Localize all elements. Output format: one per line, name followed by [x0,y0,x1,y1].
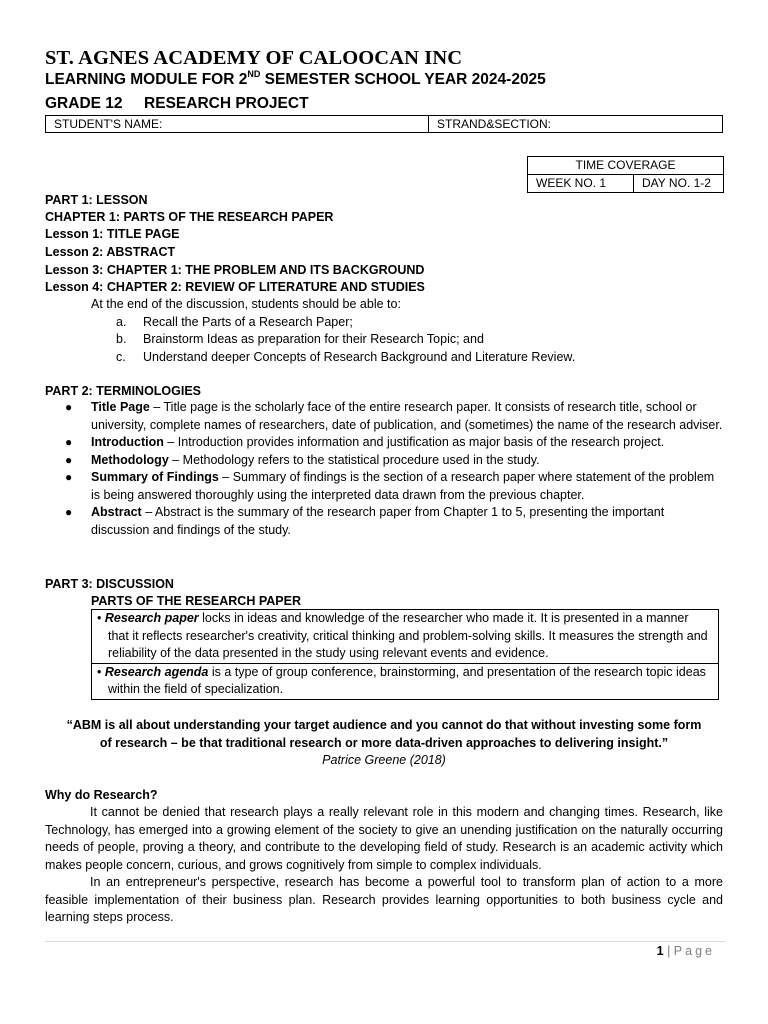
list-item [45,434,725,452]
term-definition: – Introduction provides information and justification as major basis of the research project. [163,435,665,449]
bullet-icon: ● [65,505,73,519]
term-definition: locks in ideas and knowledge of the researcher who made it. It is presented in a manner that it reflects researcher's creativity, critical thinking and problem-solving skills. It measures the strength and reliability of the data presented in the study using relevant events and evidence. [108,611,708,660]
term-definition: – Title page is the scholarly face of the entire research paper. It consists of research title, school or university, complete names of researchers, date of publication, and (sometimes) the name of the research adviser. [91,400,723,432]
term-definition: – Methodology refers to the statistical procedure used in the study. [168,452,540,467]
why-research-paragraph-2: In an entrepreneur's perspective, research has become a powerful tool to transform plan of action to a more feasible implementation of their business plan. Research provides learning opportunities to both business cycle and learning steps process. [45,875,723,924]
bullet-icon: • [97,664,105,679]
lesson-item: Lesson 1: TITLE PAGE [45,227,180,241]
research-agenda-cell [92,663,718,699]
module-title-sup: ND [247,69,261,79]
bullet-icon: • [97,611,105,625]
page-number [657,944,715,958]
module-title-prefix: LEARNING MODULE FOR 2 [45,71,248,88]
term-definition: – Abstract is the summary of the research paper from Chapter 1 to 5, presenting the important discussion and findings of the study. [91,505,665,537]
page-label: Page [673,944,715,958]
term-name: Title Page [91,400,150,414]
list-item [45,504,725,539]
term-definition: – Summary of findings is the section of a research paper where statement of the problem is being answered thoroughly using the interpreted data drawn from the previous chapter. [91,470,715,502]
day-number: DAY NO. 1-2 [642,176,711,190]
term-name: Methodology [91,452,169,467]
time-coverage-table [527,156,724,193]
term-name: Abstract [91,505,142,519]
lesson-item: Lesson 2: ABSTRACT [45,245,176,259]
part2-heading: PART 2: TERMINOLOGIES [45,384,202,398]
term-name: Summary of Findings [91,470,219,484]
why-research-paragraph-1: It cannot be denied that research plays a really relevant role in this modern and changing times. Research, like Technology, has emerged into a growing element of the society to give an unending justification on the naturally occurring needs of people, proving a theory, and contribute to the developing field of study. Research is an academic activity which makes people concern, curious, and grows cognitively from simple to complex individuals. [45,805,723,872]
school-name: ST. AGNES ACADEMY OF CALOOCAN INC [45,47,463,69]
week-number: WEEK NO. 1 [528,175,634,192]
quote-author: Patrice Greene (2018) [322,753,446,767]
terminology-list [45,399,725,539]
list-item [45,469,725,504]
student-name-field[interactable]: STUDENT'S NAME: [46,116,429,132]
bullet-icon: ● [65,400,73,414]
research-parts-box [91,609,719,700]
parts-subheading: PARTS OF THE RESEARCH PAPER [91,594,301,608]
term-definition: is a type of group conference, brainstorming, and presentation of the research topic ideas within the field of specialization. [108,664,706,696]
grade-subject: GRADE 12 RESEARCH PROJECT [45,95,309,112]
module-title [45,71,546,89]
objectives-intro: At the end of the discussion, students should be able to: [91,297,401,311]
objective-text: Brainstorm Ideas as preparation for their Research Topic; and [143,332,484,346]
term-name: Research paper [104,611,199,625]
list-item [45,452,725,470]
footer-divider [45,941,725,942]
objective-marker: a. [116,315,127,329]
objective-text: Understand deeper Concepts of Research Background and Literature Review. [143,350,576,364]
bullet-icon: ● [65,452,73,467]
lesson-item: Lesson 4: CHAPTER 2: REVIEW OF LITERATURE AND STUDIES [45,280,425,294]
objective-marker: b. [116,332,127,346]
bullet-icon: ● [65,470,73,484]
module-title-suffix: SEMESTER SCHOOL YEAR 2024-2025 [260,71,546,88]
student-info-table [45,115,723,133]
page-number-value: 1 [656,944,664,958]
research-paper-cell [92,610,718,663]
term-name: Introduction [91,435,164,449]
page-separator: | [663,944,674,958]
term-name: Research agenda [104,664,209,679]
chapter-heading: CHAPTER 1: PARTS OF THE RESEARCH PAPER [45,210,334,224]
objective-text: Recall the Parts of a Research Paper; [143,315,353,329]
why-research-heading: Why do Research? [45,788,158,802]
objective-marker: c. [116,350,126,364]
strand-section-field[interactable]: STRAND&SECTION: [437,117,552,131]
part1-heading: PART 1: LESSON [45,193,148,207]
part3-heading: PART 3: DISCUSSION [45,577,174,591]
quote-text: “ABM is all about understanding your target audience and you cannot do that without investing some form of research – be that traditional research or more data-driven approaches to delivering insight.” [66,718,702,750]
list-item [45,399,725,434]
lesson-item: Lesson 3: CHAPTER 1: THE PROBLEM AND ITS BACKGROUND [45,263,425,277]
bullet-icon: ● [65,435,73,449]
time-coverage-title: TIME COVERAGE [528,157,723,175]
